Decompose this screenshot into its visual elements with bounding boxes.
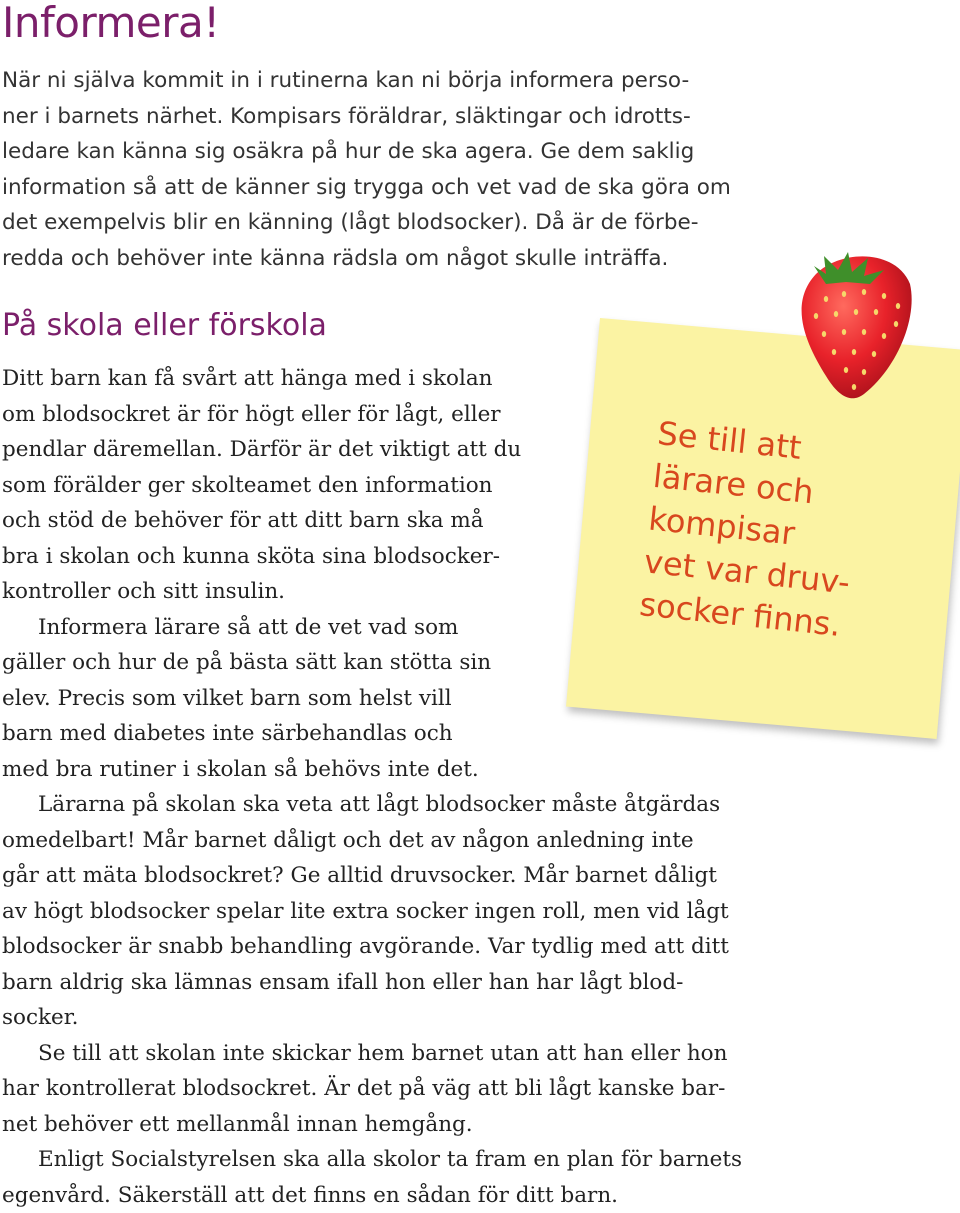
body-line: barn med diabetes inte särbehandlas och bbox=[2, 716, 902, 752]
body-line: net behöver ett mellanmål innan hemgång. bbox=[2, 1107, 902, 1143]
intro-line: ledare kan känna sig osäkra på hur de ska agera. Ge dem saklig bbox=[2, 134, 832, 170]
body-line: går att mäta blodsockret? Ge alltid druvsocker. Mår barnet dåligt bbox=[2, 858, 902, 894]
body-line: med bra rutiner i skolan så behövs inte det. bbox=[2, 752, 902, 788]
intro-paragraph bbox=[2, 63, 832, 277]
body-line: om blodsockret är för högt eller för lågt, eller bbox=[2, 397, 902, 433]
intro-line: ner i barnets närhet. Kompisars föräldrar, släktingar och idrotts- bbox=[2, 99, 832, 135]
note-line: lärare och bbox=[651, 455, 861, 519]
body-line: blodsocker är snabb behandling avgörande. Var tydlig med att ditt bbox=[2, 929, 902, 965]
intro-line: redda och behöver inte känna rädsla om något skulle inträffa. bbox=[2, 241, 832, 277]
note-line: socker finns. bbox=[638, 583, 848, 647]
body-line: barn aldrig ska lämnas ensam ifall hon eller han har lågt blod- bbox=[2, 965, 902, 1001]
body-line: Se till att skolan inte skickar hem barnet utan att han eller hon bbox=[2, 1036, 902, 1072]
body-line: av högt blodsocker spelar lite extra socker ingen roll, men vid lågt bbox=[2, 894, 902, 930]
body-line: Informera lärare så att de vet vad som bbox=[2, 610, 902, 646]
note-line: vet var druv- bbox=[642, 540, 852, 604]
intro-line: När ni själva kommit in i rutinerna kan ni börja informera perso- bbox=[2, 63, 832, 99]
body-line: elev. Precis som vilket barn som helst vill bbox=[2, 681, 902, 717]
body-line: har kontrollerat blodsockret. Är det på väg att bli lågt kanske bar- bbox=[2, 1071, 902, 1107]
section-heading: På skola eller förskola bbox=[2, 308, 327, 343]
body-line: socker. bbox=[2, 1000, 902, 1036]
body-text bbox=[2, 361, 902, 1213]
note-line: kompisar bbox=[647, 498, 857, 562]
body-line: Ditt barn kan få svårt att hänga med i skolan bbox=[2, 361, 902, 397]
body-line: Lärarna på skolan ska veta att lågt blodsocker måste åtgärdas bbox=[2, 787, 902, 823]
body-line: och stöd de behöver för att ditt barn ska må bbox=[2, 503, 902, 539]
body-line: som förälder ger skolteamet den information bbox=[2, 468, 902, 504]
intro-line: det exempelvis blir en känning (lågt blodsocker). Då är de förbe- bbox=[2, 205, 832, 241]
intro-line: information så att de känner sig trygga och vet vad de ska göra om bbox=[2, 170, 832, 206]
body-line: gäller och hur de på bästa sätt kan stötta sin bbox=[2, 645, 902, 681]
body-line: pendlar däremellan. Därför är det viktigt att du bbox=[2, 432, 902, 468]
page-title: Informera! bbox=[2, 0, 220, 47]
body-line: omedelbart! Mår barnet dåligt och det av någon anledning inte bbox=[2, 823, 902, 859]
body-line: bra i skolan och kunna sköta sina blodsocker- bbox=[2, 539, 902, 575]
note-line: Se till att bbox=[656, 412, 866, 476]
body-line: egenvård. Säkerställ att det finns en sådan för ditt barn. bbox=[2, 1178, 902, 1213]
body-line: kontroller och sitt insulin. bbox=[2, 574, 902, 610]
body-line: Enligt Socialstyrelsen ska alla skolor ta fram en plan för barnets bbox=[2, 1142, 902, 1178]
